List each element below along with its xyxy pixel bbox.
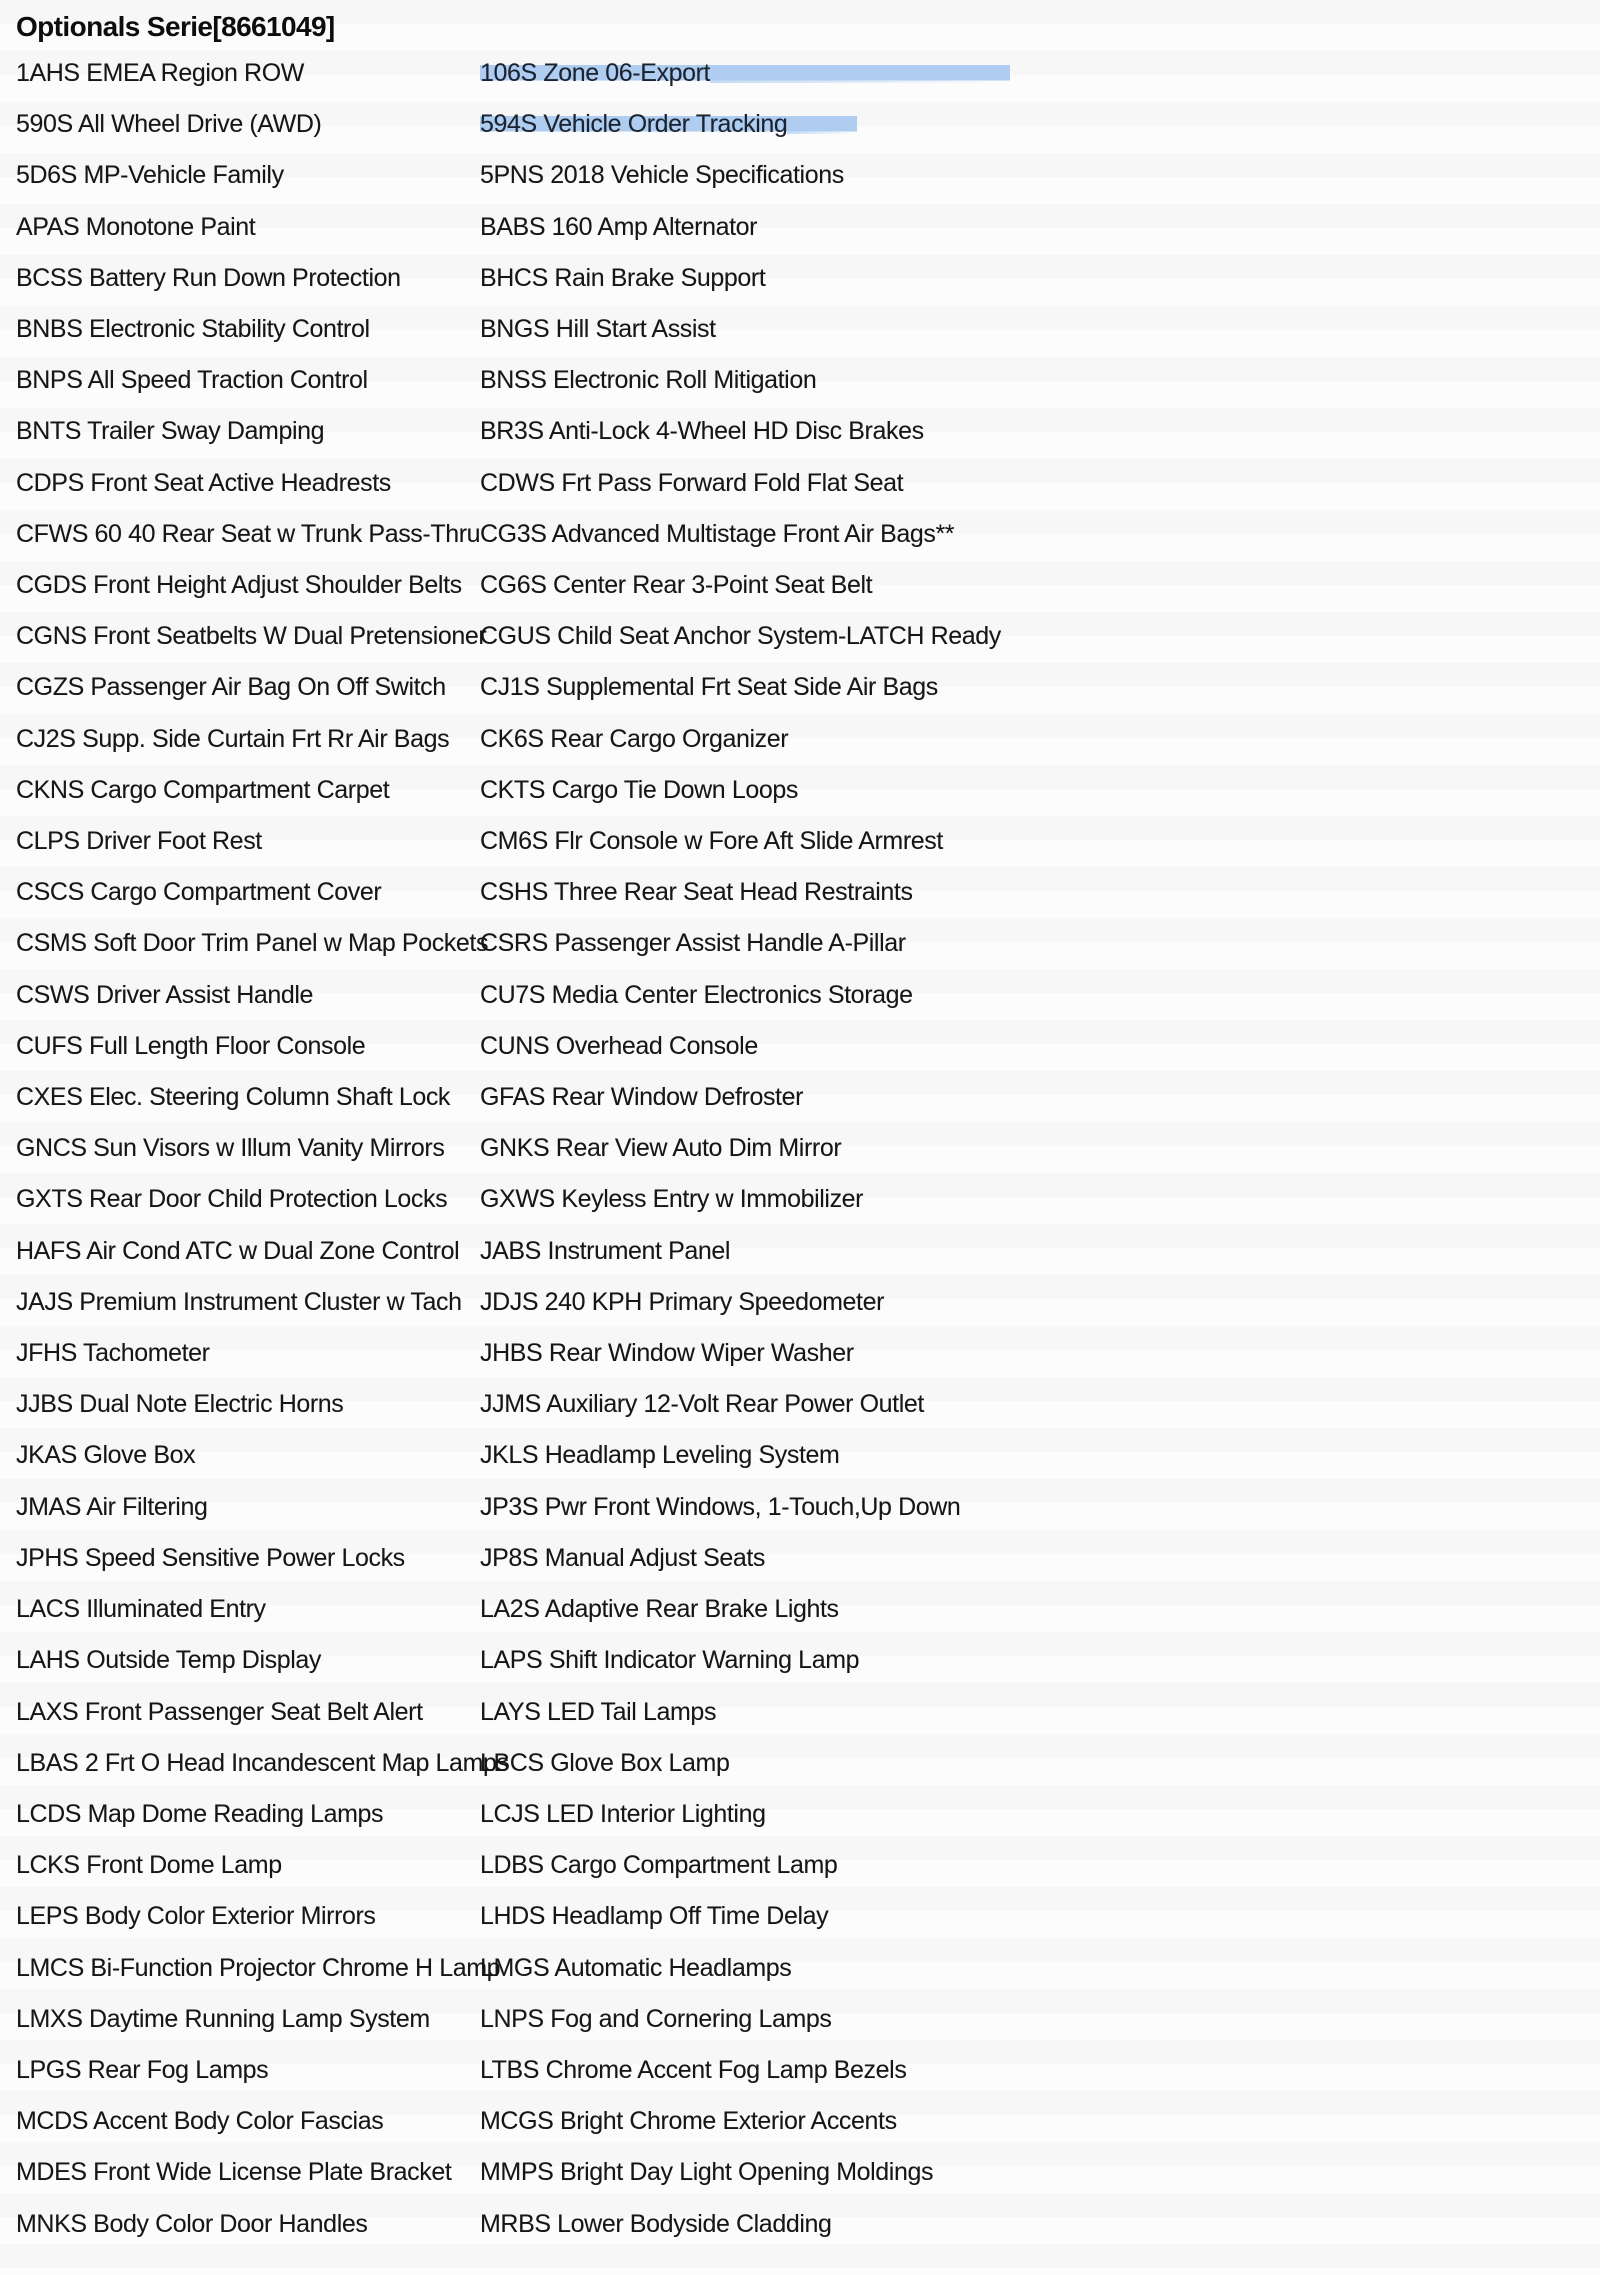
option-text: CGZS Passenger Air Bag On Off Switch — [16, 673, 446, 702]
option-item — [480, 1891, 1600, 1942]
option-item — [16, 1584, 480, 1635]
option-item — [16, 1021, 480, 1072]
option-text: BNBS Electronic Stability Control — [16, 315, 370, 344]
option-text: LCKS Front Dome Lamp — [16, 1851, 282, 1880]
option-item — [480, 406, 1600, 457]
option-text: GXTS Rear Door Child Protection Locks — [16, 1185, 448, 1214]
option-item — [480, 1226, 1600, 1277]
option-text: LAYS LED Tail Lamps — [480, 1697, 717, 1726]
option-text: BHCS Rain Brake Support — [480, 263, 766, 292]
option-text: CXES Elec. Steering Column Shaft Lock — [16, 1083, 451, 1112]
option-text: LCDS Map Dome Reading Lamps — [16, 1799, 384, 1828]
option-text: BR3S Anti-Lock 4-Wheel HD Disc Brakes — [480, 417, 924, 446]
option-text: CSHS Three Rear Seat Head Restraints — [480, 878, 913, 907]
option-item — [480, 150, 1600, 201]
option-text: MDES Front Wide License Plate Bracket — [16, 2158, 452, 2187]
option-item — [480, 714, 1600, 765]
option-item — [480, 867, 1600, 918]
option-item — [480, 1430, 1600, 1481]
option-text: JHBS Rear Window Wiper Washer — [480, 1339, 854, 1368]
option-item — [480, 1379, 1600, 1430]
option-item — [16, 304, 480, 355]
option-item — [16, 1174, 480, 1225]
option-item — [480, 1533, 1600, 1584]
option-item — [480, 970, 1600, 1021]
option-text: 1AHS EMEA Region ROW — [16, 59, 304, 87]
option-text: CGDS Front Height Adjust Shoulder Belts — [16, 571, 462, 600]
option-item — [16, 1430, 480, 1481]
option-text: CGUS Child Seat Anchor System-LATCH Ready — [480, 622, 1001, 651]
option-text: CG3S Advanced Multistage Front Air Bags** — [480, 519, 955, 548]
option-text: LAXS Front Passenger Seat Belt Alert — [16, 1697, 423, 1726]
option-item — [16, 662, 480, 713]
option-item — [16, 1789, 480, 1840]
option-item — [16, 509, 480, 560]
option-item — [480, 458, 1600, 509]
option-text: CSWS Driver Assist Handle — [16, 980, 314, 1009]
option-item — [16, 1738, 509, 1789]
option-item — [16, 1226, 480, 1277]
option-item — [16, 1635, 480, 1686]
option-text: LAPS Shift Indicator Warning Lamp — [480, 1646, 860, 1675]
option-text: BABS 160 Amp Alternator — [480, 212, 758, 241]
option-text: CSCS Cargo Compartment Cover — [16, 878, 382, 907]
option-item — [480, 1328, 1600, 1379]
option-text: LEPS Body Color Exterior Mirrors — [16, 1902, 376, 1931]
option-item — [480, 2096, 1600, 2147]
option-text: JJMS Auxiliary 12-Volt Rear Power Outlet — [480, 1390, 924, 1419]
option-item — [16, 2147, 480, 2198]
option-item — [480, 1635, 1600, 1686]
option-text: CM6S Flr Console w Fore Aft Slide Armrest — [480, 827, 943, 856]
option-text: CKTS Cargo Tie Down Loops — [480, 775, 798, 804]
option-item — [16, 2096, 480, 2147]
option-item — [16, 1123, 480, 1174]
option-item — [16, 253, 480, 304]
option-text: LDBS Cargo Compartment Lamp — [480, 1851, 838, 1880]
option-item — [480, 2199, 1600, 2250]
option-text: CK6S Rear Cargo Organizer — [480, 724, 789, 753]
option-item — [16, 1943, 501, 1994]
option-item — [480, 1482, 1600, 1533]
option-item — [480, 1584, 1600, 1635]
option-text: JP3S Pwr Front Windows, 1-Touch,Up Down — [480, 1492, 961, 1521]
options-list-container — [16, 48, 1600, 2250]
option-item — [480, 918, 1600, 969]
option-text: CDPS Front Seat Active Headrests — [16, 468, 391, 497]
option-text: GNCS Sun Visors w Illum Vanity Mirrors — [16, 1134, 445, 1163]
option-text: JMAS Air Filtering — [16, 1492, 208, 1521]
option-text: CG6S Center Rear 3-Point Seat Belt — [480, 571, 873, 600]
option-text: CDWS Frt Pass Forward Fold Flat Seat — [480, 468, 904, 497]
option-text: MRBS Lower Bodyside Cladding — [480, 2209, 832, 2238]
option-text: JJBS Dual Note Electric Horns — [16, 1390, 344, 1419]
option-item — [16, 1891, 480, 1942]
option-item — [16, 406, 480, 457]
option-text: LBCS Glove Box Lamp — [480, 1748, 730, 1777]
option-item — [16, 970, 480, 1021]
option-item — [16, 1533, 480, 1584]
option-item — [16, 150, 480, 201]
option-item — [16, 1840, 480, 1891]
option-item — [480, 1174, 1600, 1225]
option-text: CFWS 60 40 Rear Seat w Trunk Pass-Thru — [16, 519, 481, 548]
option-item — [480, 253, 1600, 304]
option-item — [16, 611, 487, 662]
option-item — [16, 1687, 480, 1738]
option-text: JKLS Headlamp Leveling System — [480, 1441, 840, 1470]
option-item — [480, 1687, 1600, 1738]
option-text: CUNS Overhead Console — [480, 1031, 758, 1060]
option-item — [480, 355, 1600, 406]
option-text: GXWS Keyless Entry w Immobilizer — [480, 1185, 864, 1214]
option-item — [480, 99, 1600, 150]
option-text: LHDS Headlamp Off Time Delay — [480, 1902, 829, 1931]
selected-option-text: 594S Vehicle Order Tracking — [480, 110, 857, 138]
left-column — [16, 48, 509, 2250]
option-text: LMCS Bi-Function Projector Chrome H Lamp — [16, 1953, 501, 1982]
option-item — [480, 2147, 1600, 2198]
option-item — [16, 1994, 480, 2045]
option-item — [480, 1021, 1600, 1072]
option-text: CJ2S Supp. Side Curtain Frt Rr Air Bags — [16, 724, 450, 753]
option-item — [480, 1789, 1600, 1840]
option-text: JABS Instrument Panel — [480, 1236, 731, 1265]
option-item — [480, 611, 1600, 662]
option-item — [480, 2045, 1600, 2096]
option-text: 590S All Wheel Drive (AWD) — [16, 110, 322, 139]
option-text: LAHS Outside Temp Display — [16, 1646, 321, 1675]
option-item — [16, 99, 480, 150]
option-item — [480, 1840, 1600, 1891]
option-item — [16, 560, 480, 611]
option-item — [480, 202, 1600, 253]
option-item — [16, 2045, 480, 2096]
option-item — [480, 1123, 1600, 1174]
option-item — [480, 816, 1600, 867]
option-item — [16, 355, 480, 406]
option-text: MCDS Accent Body Color Fascias — [16, 2107, 384, 2136]
option-text: CGNS Front Seatbelts W Dual Pretensioner — [16, 622, 487, 651]
option-text: LTBS Chrome Accent Fog Lamp Bezels — [480, 2055, 907, 2084]
option-item — [16, 202, 480, 253]
option-item — [16, 48, 480, 99]
option-text: MCGS Bright Chrome Exterior Accents — [480, 2107, 897, 2136]
option-item — [480, 509, 1600, 560]
option-item — [16, 1482, 480, 1533]
option-text: CSRS Passenger Assist Handle A-Pillar — [480, 929, 906, 958]
option-text: CLPS Driver Foot Rest — [16, 827, 262, 856]
option-text: MMPS Bright Day Light Opening Moldings — [480, 2158, 934, 2187]
option-text: BNGS Hill Start Assist — [480, 315, 716, 344]
option-text: LA2S Adaptive Rear Brake Lights — [480, 1595, 839, 1624]
option-text: LBAS 2 Frt O Head Incandescent Map Lamps — [16, 1748, 509, 1777]
option-item — [16, 867, 480, 918]
option-item — [480, 1072, 1600, 1123]
option-text: BNSS Electronic Roll Mitigation — [480, 366, 817, 395]
option-item — [480, 1277, 1600, 1328]
option-item — [16, 816, 480, 867]
option-item — [480, 1738, 1600, 1789]
option-item — [480, 1994, 1600, 2045]
option-text: GFAS Rear Window Defroster — [480, 1083, 804, 1112]
option-item — [16, 1379, 480, 1430]
option-item — [480, 662, 1600, 713]
option-text: LMXS Daytime Running Lamp System — [16, 2004, 430, 2033]
option-text: HAFS Air Cond ATC w Dual Zone Control — [16, 1236, 460, 1265]
option-item — [16, 1277, 480, 1328]
option-text: CSMS Soft Door Trim Panel w Map Pockets — [16, 929, 489, 958]
option-text: BNTS Trailer Sway Damping — [16, 417, 325, 446]
option-item — [480, 304, 1600, 355]
option-text: BNPS All Speed Traction Control — [16, 366, 368, 395]
option-text: CKNS Cargo Compartment Carpet — [16, 775, 390, 804]
option-text: LCJS LED Interior Lighting — [480, 1799, 766, 1828]
option-text: JKAS Glove Box — [16, 1441, 196, 1470]
option-text: JPHS Speed Sensitive Power Locks — [16, 1543, 405, 1572]
option-item — [16, 918, 489, 969]
option-text: CU7S Media Center Electronics Storage — [480, 980, 913, 1009]
option-text: 5PNS 2018 Vehicle Specifications — [480, 161, 844, 190]
option-item — [16, 714, 480, 765]
option-text: LACS Illuminated Entry — [16, 1595, 266, 1624]
option-item — [480, 560, 1600, 611]
option-text: MNKS Body Color Door Handles — [16, 2209, 368, 2238]
option-item — [16, 458, 480, 509]
page-title: Optionals Serie[8661049] — [16, 11, 335, 42]
option-text: JAJS Premium Instrument Cluster w Tach — [16, 1287, 462, 1316]
option-text: LNPS Fog and Cornering Lamps — [480, 2004, 832, 2033]
option-text: APAS Monotone Paint — [16, 212, 256, 241]
option-item — [16, 1072, 480, 1123]
option-text: GNKS Rear View Auto Dim Mirror — [480, 1134, 842, 1163]
option-item — [480, 1943, 1600, 1994]
option-text: LMGS Automatic Headlamps — [480, 1953, 792, 1982]
option-text: CUFS Full Length Floor Console — [16, 1031, 366, 1060]
option-text: LPGS Rear Fog Lamps — [16, 2055, 269, 2084]
option-text: JDJS 240 KPH Primary Speedometer — [480, 1287, 885, 1316]
option-text: 5D6S MP-Vehicle Family — [16, 161, 284, 190]
option-item — [480, 765, 1600, 816]
option-text: JP8S Manual Adjust Seats — [480, 1543, 766, 1572]
option-text: JFHS Tachometer — [16, 1339, 210, 1368]
option-item — [16, 2199, 480, 2250]
option-text: CJ1S Supplemental Frt Seat Side Air Bags — [480, 673, 938, 702]
right-column — [480, 48, 1600, 2250]
option-item — [16, 765, 480, 816]
option-item — [480, 48, 1600, 99]
option-item — [16, 1328, 480, 1379]
selected-option-text: 106S Zone 06-Export — [480, 59, 1010, 87]
option-text: BCSS Battery Run Down Protection — [16, 263, 401, 292]
